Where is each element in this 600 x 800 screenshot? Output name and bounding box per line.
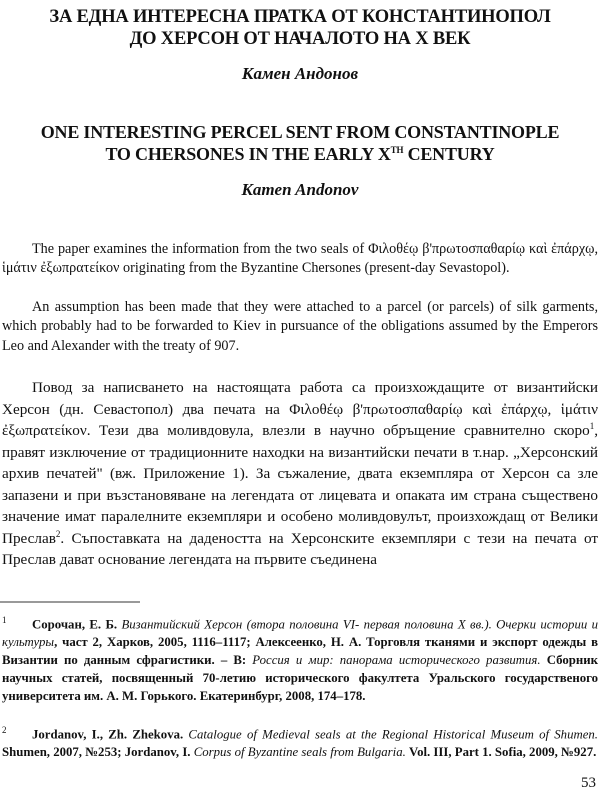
page-number: 53	[581, 775, 596, 791]
title-bulgarian-line1: ЗА ЕДНА ИНТЕРЕСНА ПРАТКА ОТ КОНСТАНТИНОПОЛ	[49, 7, 551, 27]
body-paragraph	[2, 377, 598, 571]
footnote-divider	[0, 601, 140, 603]
footnote-title: Catalogue of Medieval seals at the Regional Historical Museum of Shumen.	[188, 727, 598, 742]
footnote-pubinfo: , част 2, Харков, 2005, 1116–1117;	[54, 635, 256, 650]
footnote-2	[2, 721, 598, 761]
body-text-part2: , правят изключение от традиционните находки на византийски печати в т.нар. „Херсонский архив печатей" (вж. Приложение 1). За съжаление, двата екземпляра от Херсон са зле запазени и при възстановяване на легендата от лицевата и опаката им страна съществено значение имат паралелните екземпляри и особено моливдовулът, произхождащ от Велики Преслав	[2, 422, 598, 547]
footnote-author: Алексеенко, Н. А.	[255, 635, 367, 650]
title-english-line2-end: CENTURY	[403, 144, 495, 164]
footnote-pubinfo: Shumen, 2007, №253;	[2, 745, 125, 760]
footnote-book-title: Россия и мир: панорама исторического развития.	[252, 653, 547, 668]
footnote-author: Jordanov, I., Zh. Zhekova.	[32, 727, 189, 742]
footnote-ref-2[interactable]: 2	[55, 528, 61, 539]
title-english	[0, 121, 600, 165]
author-english: Kamen Andonov	[241, 180, 359, 199]
footnote-pubinfo: Vol. III, Part 1. Sofia, 2009, №927.	[409, 745, 597, 760]
footnote-article-title: Торговля тканями и экспорт одежды в Византии по данным сфрагистики. – В:	[2, 635, 599, 668]
title-english-line1: ONE INTERESTING PERCEL SENT FROM CONSTANTINOPLE	[40, 122, 560, 142]
abstract-paragraph-2: An assumption has been made that they were attached to a parcel (or parcels) of silk garments, which probably had to be forwarded to Kiev in pursuance of the obligations assumed by the Emperors Leo and Alexander with the treaty of 907.	[2, 299, 598, 354]
author-bulgarian: Камен Андонов	[241, 64, 359, 83]
title-english-line2-text: TO CHERSONES IN THE EARLY X	[105, 144, 391, 164]
footnote-author: Сорочан, Е. Б.	[32, 617, 122, 632]
title-english-superscript: TH	[390, 145, 404, 155]
footnote-1	[2, 611, 598, 705]
footnote-pubinfo: Сборник научных статей, посвященный 70-летию исторического факултета Уральского государственого университета им. А. М. Горького. Екатеринбург, 2008, 174–178.	[2, 653, 598, 704]
title-english-line2	[0, 143, 600, 165]
footnote-number: 2	[2, 725, 7, 735]
body-text-part3: . Съпоставката на дадеността на Херсонските екземпляри с тези на печата от Преслав дават основание легендата на първите съединена	[2, 529, 598, 568]
footnote-title: Corpus of Byzantine seals from Bulgaria.	[193, 745, 410, 760]
footnote-author: Jordanov, I.	[124, 745, 194, 760]
title-bulgarian-line2: ДО ХЕРСОН ОТ НАЧАЛОТО НА Х ВЕК	[129, 29, 471, 49]
footnote-ref-1[interactable]: 1	[589, 420, 595, 431]
footnote-title: Византийский Херсон (втора половина VI- первая половина X вв.). Очерки истории и культуры	[2, 617, 598, 650]
footnote-number: 1	[2, 615, 7, 625]
title-bulgarian	[0, 6, 600, 50]
abstract-paragraph-1: The paper examines the information from the two seals of Φιλοθέῳ β'πρωτοσπαθαρίῳ καὶ ἐπάρχῳ, ἱμάτιν ἐξωπρατείκον originating from the Byzantine Chersones (present-day Sevastopol).	[2, 241, 598, 277]
body-text-part1: Повод за написването на настоящата работа са произхождащите от византийски Херсон (дн. Севастопол) два печата на Φιλοθέῳ β'πρωτοσπαθαρίῳ καὶ ἐπάρχῳ, ἱμάτιν ἐξωπρατείκον. Тези два моливдовула, влезли в научно обръщение сравнително скоро	[2, 379, 598, 439]
